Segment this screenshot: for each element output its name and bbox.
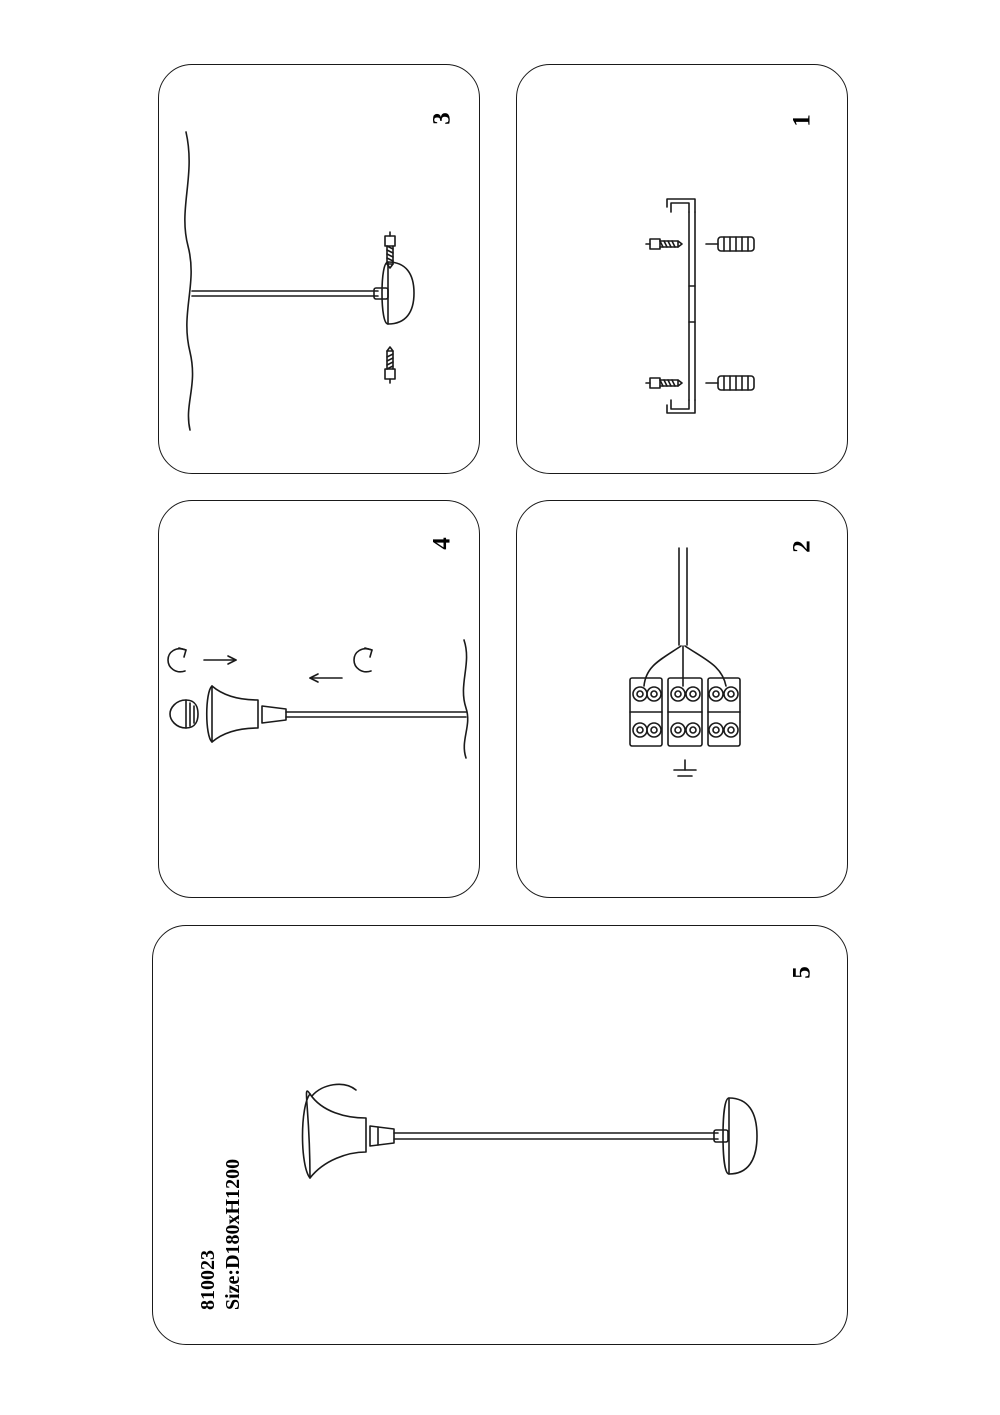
product-code: 810023 <box>197 1250 219 1310</box>
step-number-4: 4 <box>428 537 456 550</box>
product-size: Size:D180xH1200 <box>222 1158 244 1310</box>
step-number-2: 2 <box>788 540 816 553</box>
step-number-1: 1 <box>788 114 816 127</box>
panel-step-4 <box>158 500 480 898</box>
step-number-5: 5 <box>788 966 816 979</box>
product-label <box>196 1159 246 1310</box>
panel-step-2 <box>516 500 848 898</box>
panel-step-5 <box>152 925 848 1345</box>
step-number-3: 3 <box>428 112 456 125</box>
